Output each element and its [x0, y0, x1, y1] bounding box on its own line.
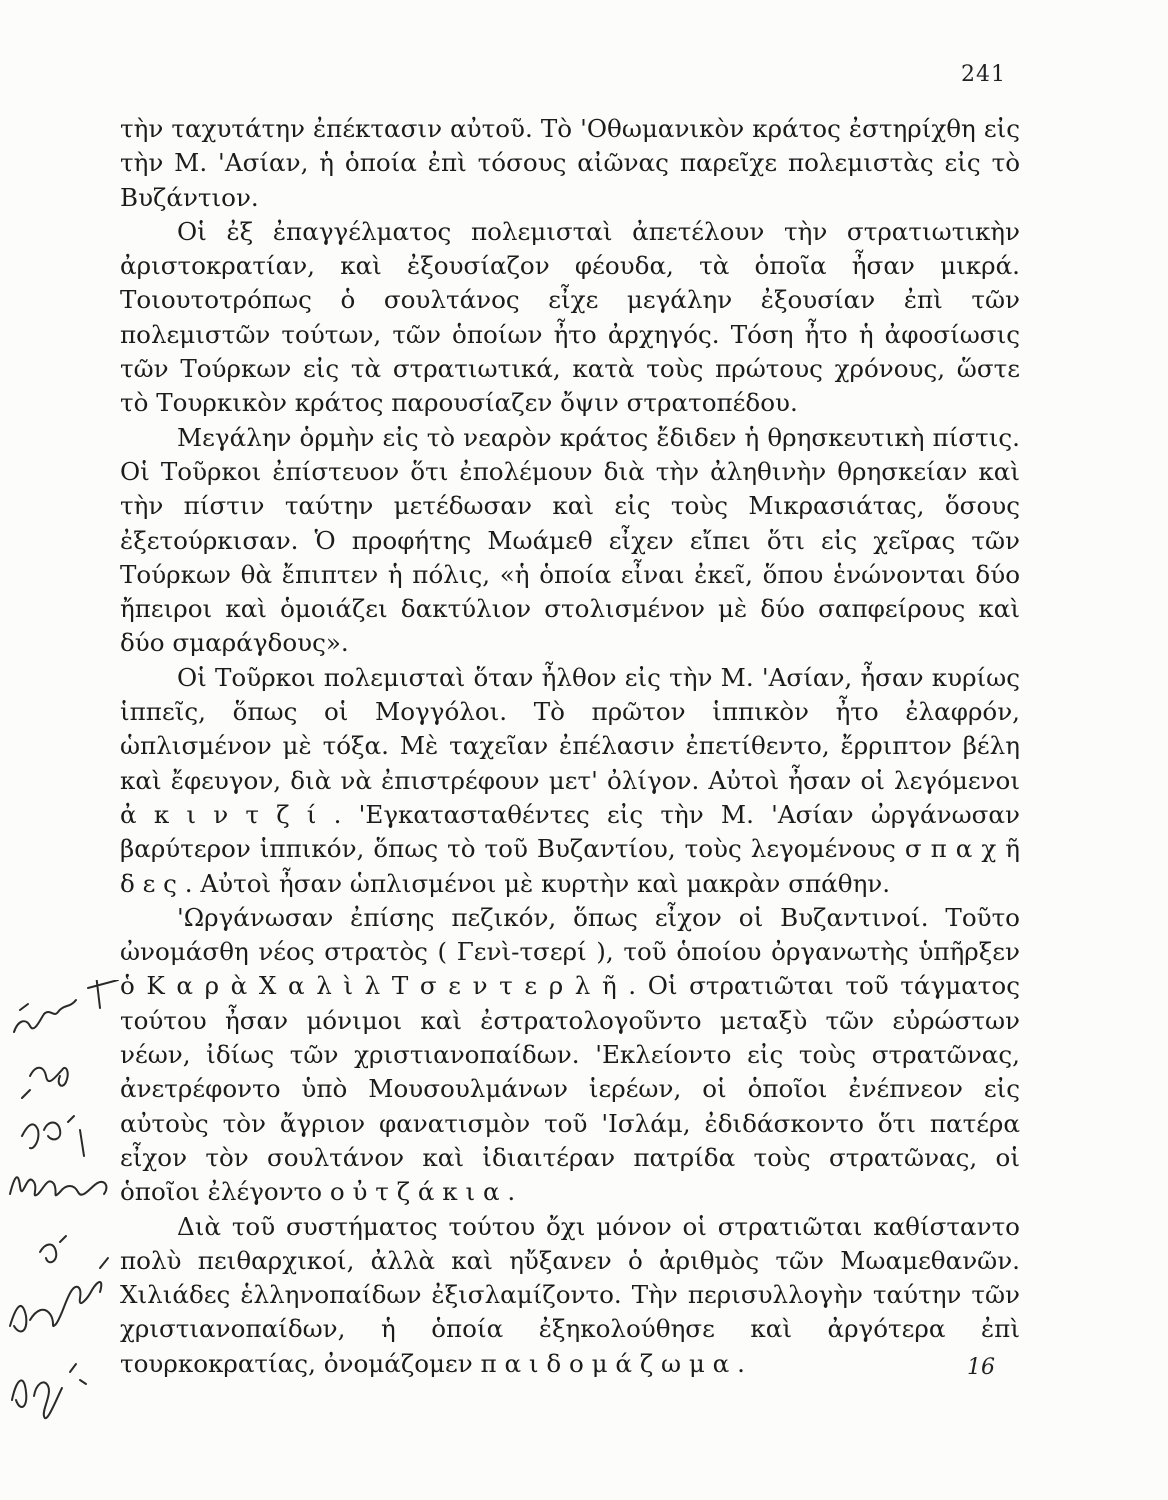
paragraph-cavalry: Οἱ Τοῦρκοι πολεμισταὶ ὅταν ἦλθον εἰς τὴν Μ. 'Ασίαν, ἦσαν κυρίως ἱππεῖς, ὅπως οἱ Μογγόλοι. Τὸ πρῶτον ἱππικὸν ἦτο ἐλαφρόν, ὡπλισμένον μὲ τόξα. Μὲ ταχεῖαν ἐπέλασιν ἐπετίθεντο, ἔρριπτον βέλη καὶ ἔφευγον, διὰ νὰ ἐπιστρέφουν μετ' ὀλίγον. Αὐτοὶ ἦσαν οἱ λεγόμενοι ἀ κ ι ν τ ζ ί . 'Εγκατασταθέντες εἰς τὴν Μ. 'Ασίαν ὠργάνωσαν βαρύτερον ἱππικόν, ὅπως τὸ τοῦ Βυζαντίου, τοὺς λεγομένους σ π α χ ῆ δ ε ς . Αὐτοὶ ἦσαν ὡπλισμένοι μὲ κυρτὴν καὶ μακρὰν σπάθην.: [120, 662, 1020, 898]
paragraph-continuation: τὴν ταχυτάτην ἐπέκτασιν αὐτοῦ. Τὸ 'Οθωμανικὸν κράτος ἐστηρίχθη εἰς τὴν Μ. 'Ασίαν, ἡ ὁποία ἐπὶ τόσους αἰῶνας παρεῖχε πολεμιστὰς εἰς τὸ Βυζάντιον.: [120, 114, 1020, 212]
signature-mark: 16: [967, 1355, 995, 1380]
handwritten-notes-icon: [0, 980, 120, 1450]
paragraph-janissaries: 'Ωργάνωσαν ἐπίσης πεζικόν, ὅπως εἶχον οἱ Βυζαντινοί. Τοῦτο ὠνομάσθη νέος στρατὸς ( Γενὶ-τσερί ), τοῦ ὁποίου ὀργανωτὴς ὑπῆρξεν ὁ Κ α ρ ὰ Χ α λ ὶ λ Τ σ ε ν τ ε ρ λ ῆ . Οἱ στρατιῶται τοῦ τάγματος τούτου ἦσαν μόνιμοι καὶ ἐστρατολογοῦντο μεταξὺ τῶν εὐρώστων νέων, ἰδίως τῶν χριστιανοπαίδων. 'Εκλείοντο εἰς τοὺς στρατῶνας, ἀνετρέφοντο ὑπὸ Μουσουλμάνων ἱερέων, οἱ ὁποῖοι ἐνέπνεον εἰς αὐτοὺς τὸν ἄγριον φανατισμὸν τοῦ 'Ισλάμ, ἐδιδάσκοντο ὅτι πατέρα εἶχον τὸν σουλτάνον καὶ ἰδιαιτέραν πατρίδα τοὺς στρατῶνας, οἱ ὁποῖοι ἐλέγοντο ο ὐ τ ζ ά κ ι α .: [120, 902, 1020, 1207]
page-number: 241: [961, 62, 1006, 87]
paragraph-religious-faith: Μεγάλην ὁρμὴν εἰς τὸ νεαρὸν κράτος ἔδιδεν ἡ θρησκευτικὴ πίστις. Οἱ Τοῦρκοι ἐπίστευον ὅτι ἐπολέμουν διὰ τὴν ἀληθινὴν θρησκείαν καὶ τὴν πίστιν ταύτην μετέδωσαν καὶ εἰς τοὺς Μικρασιάτας, ὅσους ἐξετούρκισαν. Ὁ προφήτης Μωάμεθ εἶχεν εἴπει ὅτι εἰς χεῖρας τῶν Τούρκων θὰ ἔπιπτεν ἡ πόλις, «ἡ ὁποία εἶναι ἐκεῖ, ὅπου ἑνώνονται δύο ἤπειροι καὶ ὁμοιάζει δακτύλιον στολισμένον μὲ δύο σαπφείρους καὶ δύο σμαράγδους».: [120, 422, 1020, 658]
paragraph-devshirme: Διὰ τοῦ συστήματος τούτου ὄχι μόνον οἱ στρατιῶται καθίσταντο πολὺ πειθαρχικοί, ἀλλὰ καὶ ηὔξανεν ὁ ἀριθμὸς τῶν Μωαμεθανῶν. Χιλιάδες ἑλληνοπαίδων ἐξισλαμίζοντο. Τὴν περισυλλογὴν ταύτην τῶν χριστιανοπαίδων, ἡ ὁποία ἐξηκολούθησε καὶ ἀργότερα ἐπὶ τουρκοκρατίας, ὀνομάζομεν π α ι δ ο μ ά ζ ω μ α .: [120, 1211, 1020, 1378]
margin-handwriting: [0, 980, 120, 1450]
body-text: [120, 112, 1020, 1381]
paragraph-military-aristocracy: Οἱ ἐξ ἐπαγγέλματος πολεμισταὶ ἀπετέλουν τὴν στρατιωτικὴν ἀριστοκρατίαν, καὶ ἐξουσίαζον φέουδα, τὰ ὁποῖα ἦσαν μικρά. Τοιουτοτρόπως ὁ σουλτάνος εἶχε μεγάλην ἐξουσίαν ἐπὶ τῶν πολεμιστῶν τούτων, τῶν ὁποίων ἦτο ἀρχηγός. Τόση ἦτο ἡ ἀφοσίωσις τῶν Τούρκων εἰς τὰ στρατιωτικά, κατὰ τοὺς πρώτους χρόνους, ὥστε τὸ Τουρκικὸν κράτος παρουσίαζεν ὄψιν στρατοπέδου.: [120, 216, 1020, 418]
